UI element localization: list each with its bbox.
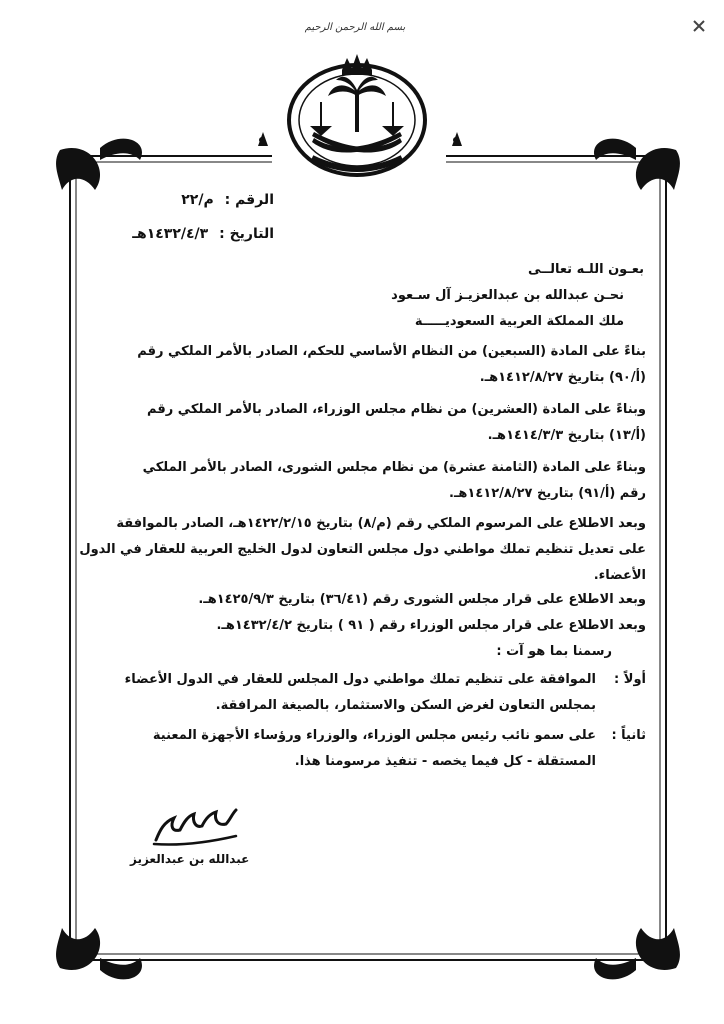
handwritten-signature — [150, 800, 240, 850]
body-line: بعـون اللـه تعالــى — [528, 262, 644, 277]
article-second-label: ثانياً : — [611, 728, 646, 743]
decree-date-label: التاريخ : — [219, 226, 274, 242]
article-second-line: على سمو نائب رئيس مجلس الوزراء، والوزراء ورؤساء الأجهزة المعنية — [152, 728, 596, 743]
decree-number — [181, 192, 274, 208]
article-second — [68, 724, 646, 776]
article-first-label: أولاً : — [614, 672, 646, 687]
bismillah-text: بسم الله الرحمن الرحيم — [304, 22, 406, 33]
decree-date-value: ١٤٣٢/٤/٣هـ — [132, 226, 209, 242]
corner-mark — [692, 18, 706, 37]
body-line: (أ/٩٠) بتاريخ ١٤١٢/٨/٢٧هـ. — [479, 370, 646, 385]
body-line: وبناءً على المادة (الثامنة عشرة) من نظام مجلس الشورى، الصادر بالأمر الملكي — [142, 460, 646, 475]
article-first-line: بمجلس التعاون لغرض السكن والاستثمار، بالصيغة المرافقة. — [215, 698, 596, 713]
body-line: نحـن عبدالله بن عبدالعزيـز آل سـعود — [391, 288, 624, 303]
body-line: بناءً على المادة (السبعين) من النظام الأساسي للحكم، الصادر بالأمر الملكي رقم — [137, 344, 646, 359]
body-line: رقم (أ/٩١) بتاريخ ١٤١٢/٨/٢٧هـ. — [449, 486, 646, 501]
article-first — [68, 668, 646, 720]
article-second-line: المستقلة - كل فيما يخصه - تنفيذ مرسومنا هذا. — [294, 754, 596, 769]
decree-number-value: م/٢٢ — [181, 192, 214, 208]
body-line: على تعديل تنظيم تملك مواطني دول مجلس التعاون لدول الخليج العربية للعقار في الدول — [79, 542, 646, 557]
body-line: وبعد الاطلاع على قرار مجلس الوزراء رقم ( ٩١ ) بتاريخ ١٤٣٢/٤/٢هـ. — [216, 618, 646, 633]
royal-court-emblem — [272, 40, 442, 180]
body-line: وبعد الاطلاع على المرسوم الملكي رقم (م/٨) بتاريخ ١٤٢٢/٢/١٥هـ، الصادر بالموافقة — [116, 516, 646, 531]
decree-number-label: الرقم : — [224, 192, 274, 208]
body-line: الأعضاء. — [593, 568, 646, 583]
body-line: رسمنا بما هو آت : — [496, 644, 612, 659]
body-line: ملك المملكة العربية السعوديـــــة — [414, 314, 624, 329]
body-line: وبعد الاطلاع على قرار مجلس الشورى رقم (٣٦/٤١) بتاريخ ١٤٢٥/٩/٣هـ. — [198, 592, 646, 607]
signer-name: عبدالله بن عبدالعزيز — [130, 852, 250, 866]
article-first-line: الموافقة على تنظيم تملك مواطني دول المجلس للعقار في الدول الأعضاء — [124, 672, 596, 687]
decree-date — [132, 226, 274, 242]
body-line: (أ/١٣) بتاريخ ١٤١٤/٣/٣هـ. — [487, 428, 646, 443]
body-line: وبناءً على المادة (العشرين) من نظام مجلس الوزراء، الصادر بالأمر الملكي رقم — [147, 402, 646, 417]
